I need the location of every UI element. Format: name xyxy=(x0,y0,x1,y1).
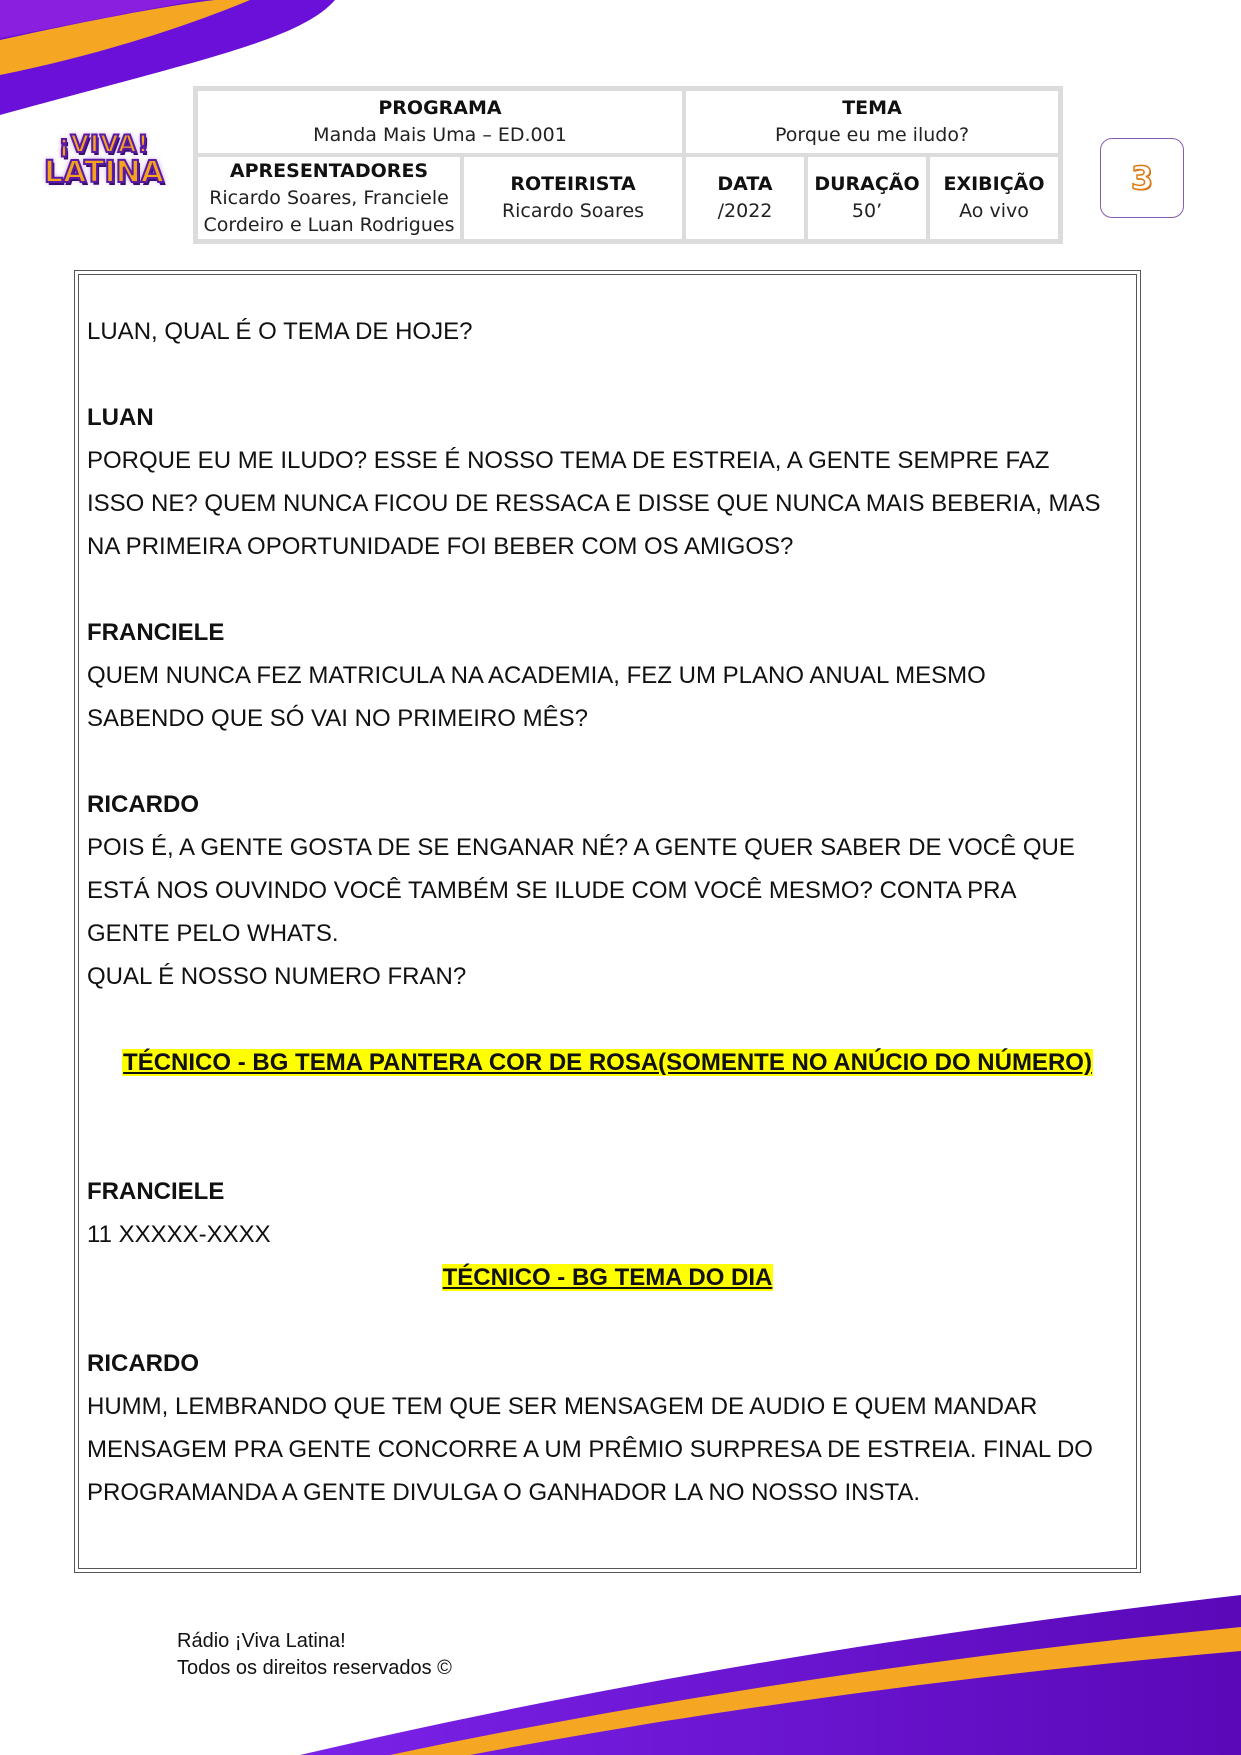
intro-line: LUAN, QUAL É O TEMA DE HOJE? xyxy=(87,318,473,345)
dialogue-line: ESTÁ NOS OUVINDO VOCÊ TAMBÉM SE ILUDE COM VOCÊ MESMO? CONTA PRA xyxy=(87,877,1017,904)
data-label: DATA xyxy=(717,173,773,195)
dialogue-line: PROGRAMANDA A GENTE DIVULGA O GANHADOR LA NO NOSSO INSTA. xyxy=(87,1479,921,1506)
roteirista-value: Ricardo Soares xyxy=(501,200,645,222)
technical-cue-text: TÉCNICO - BG TEMA PANTERA COR DE ROSA(SOMENTE NO ANÚCIO DO NÚMERO) xyxy=(123,1049,1092,1076)
viva-latina-logo xyxy=(44,132,164,210)
duracao-value: 50’ xyxy=(851,200,883,222)
footer-line-1: Rádio ¡Viva Latina! xyxy=(177,1630,346,1652)
programa-label: PROGRAMA xyxy=(378,97,502,119)
tema-value: Porque eu me iludo? xyxy=(774,124,970,146)
technical-cue xyxy=(87,1256,1128,1299)
logo-line-1: ¡VIVA! xyxy=(58,130,150,158)
speaker-ricardo: RICARDO xyxy=(87,791,199,818)
script-body xyxy=(87,310,1128,1514)
technical-cue-text: TÉCNICO - BG TEMA DO DIA xyxy=(442,1264,773,1291)
speaker-franciele: FRANCIELE xyxy=(87,1178,225,1205)
dialogue-line: MENSAGEM PRA GENTE CONCORRE A UM PRÊMIO SURPRESA DE ESTREIA. FINAL DO xyxy=(87,1436,1093,1463)
speaker-ricardo: RICARDO xyxy=(87,1350,199,1377)
data-value: /2022 xyxy=(717,200,773,222)
data-cell xyxy=(684,155,806,241)
speaker-franciele: FRANCIELE xyxy=(87,619,225,646)
technical-cue xyxy=(87,1041,1128,1084)
dialogue-line: SABENDO QUE SÓ VAI NO PRIMEIRO MÊS? xyxy=(87,705,588,732)
exibicao-label: EXIBIÇÃO xyxy=(943,173,1045,195)
roteirista-cell xyxy=(462,155,684,241)
logo-line-2: LATINA xyxy=(44,155,164,190)
dialogue-line: QUEM NUNCA FEZ MATRICULA NA ACADEMIA, FEZ UM PLANO ANUAL MESMO xyxy=(87,662,986,689)
programa-value: Manda Mais Uma – ED.001 xyxy=(313,124,567,146)
tema-label: TEMA xyxy=(842,97,902,119)
dialogue-line: ISSO NE? QUEM NUNCA FICOU DE RESSACA E DISSE QUE NUNCA MAIS BEBERIA, MAS xyxy=(87,490,1101,517)
speaker-luan: LUAN xyxy=(87,404,154,431)
apresentadores-value-2: Cordeiro e Luan Rodrigues xyxy=(203,213,455,236)
footer xyxy=(177,1628,452,1682)
duracao-label: DURAÇÃO xyxy=(814,173,920,195)
dialogue-line: GENTE PELO WHATS. xyxy=(87,920,339,947)
exibicao-cell xyxy=(928,155,1060,241)
dialogue-line: NA PRIMEIRA OPORTUNIDADE FOI BEBER COM OS AMIGOS? xyxy=(87,533,794,560)
apresentadores-cell xyxy=(196,155,462,241)
dialogue-line: 11 XXXXX-XXXX xyxy=(87,1221,271,1248)
tema-cell xyxy=(684,89,1060,155)
exibicao-value: Ao vivo xyxy=(959,200,1029,222)
program-info-table xyxy=(193,86,1063,244)
dialogue-line: PORQUE EU ME ILUDO? ESSE É NOSSO TEMA DE ESTREIA, A GENTE SEMPRE FAZ xyxy=(87,447,1050,474)
footer-line-2: Todos os direitos reservados © xyxy=(177,1657,452,1679)
programa-cell xyxy=(196,89,684,155)
duracao-cell xyxy=(806,155,928,241)
dialogue-line: POIS É, A GENTE GOSTA DE SE ENGANAR NÉ? A GENTE QUER SABER DE VOCÊ QUE xyxy=(87,834,1075,861)
page-number-badge: 3 xyxy=(1100,138,1184,218)
dialogue-line: QUAL É NOSSO NUMERO FRAN? xyxy=(87,963,467,990)
dialogue-line: HUMM, LEMBRANDO QUE TEM QUE SER MENSAGEM DE AUDIO E QUEM MANDAR xyxy=(87,1393,1038,1420)
roteirista-label: ROTEIRISTA xyxy=(510,173,636,195)
apresentadores-value-1: Ricardo Soares, Franciele xyxy=(209,186,449,209)
apresentadores-label: APRESENTADORES xyxy=(229,159,429,182)
